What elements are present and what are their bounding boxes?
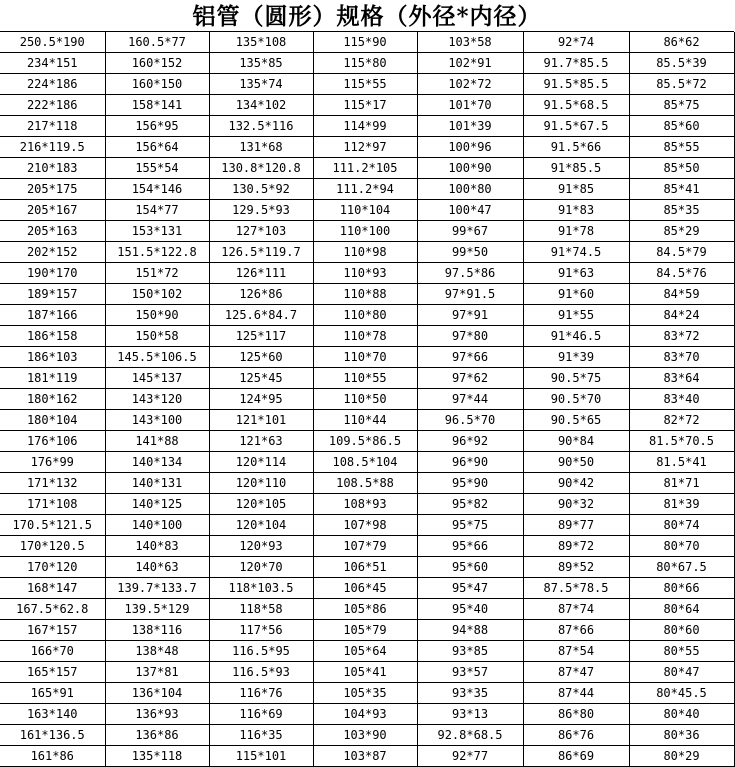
table-cell: 154*146: [105, 179, 209, 200]
table-cell: 115*17: [313, 95, 417, 116]
table-cell: 93*13: [417, 704, 523, 725]
table-row: [0, 74, 734, 95]
table-cell: 126*111: [209, 263, 313, 284]
table-cell: 165*157: [0, 662, 105, 683]
table-cell: 101*70: [417, 95, 523, 116]
table-cell: 84.5*79: [629, 242, 734, 263]
table-cell: 99*50: [417, 242, 523, 263]
table-cell: 134*102: [209, 95, 313, 116]
table-cell: 86*80: [523, 704, 629, 725]
table-row: [0, 116, 734, 137]
table-cell: 125*117: [209, 326, 313, 347]
table-cell: 107*98: [313, 515, 417, 536]
table-cell: 132.5*116: [209, 116, 313, 137]
table-cell: 97*44: [417, 389, 523, 410]
table-cell: 186*158: [0, 326, 105, 347]
sheet-title: 铝管（圆形）规格（外径*内径）: [0, 0, 734, 32]
table-cell: 141*88: [105, 431, 209, 452]
table-cell: 80*29: [629, 746, 734, 767]
table-row: [0, 431, 734, 452]
table-cell: 91*74.5: [523, 242, 629, 263]
table-cell: 97.5*86: [417, 263, 523, 284]
table-cell: 110*78: [313, 326, 417, 347]
table-cell: 110*55: [313, 368, 417, 389]
table-cell: 112*97: [313, 137, 417, 158]
table-cell: 86*69: [523, 746, 629, 767]
table-cell: 102*91: [417, 53, 523, 74]
table-cell: 110*100: [313, 221, 417, 242]
table-cell: 83*70: [629, 347, 734, 368]
table-cell: 85*29: [629, 221, 734, 242]
table-cell: 143*120: [105, 389, 209, 410]
table-cell: 103*58: [417, 32, 523, 53]
table-cell: 103*90: [313, 725, 417, 746]
table-cell: 87*54: [523, 641, 629, 662]
table-cell: 161*136.5: [0, 725, 105, 746]
table-cell: 110*104: [313, 200, 417, 221]
table-cell: 158*141: [105, 95, 209, 116]
table-row: [0, 473, 734, 494]
table-cell: 138*48: [105, 641, 209, 662]
table-cell: 92*74: [523, 32, 629, 53]
table-cell: 92*77: [417, 746, 523, 767]
table-cell: 83*64: [629, 368, 734, 389]
table-cell: 93*85: [417, 641, 523, 662]
table-cell: 189*157: [0, 284, 105, 305]
table-cell: 156*95: [105, 116, 209, 137]
table-row: [0, 725, 734, 746]
table-cell: 170*120.5: [0, 536, 105, 557]
table-cell: 125*60: [209, 347, 313, 368]
table-cell: 224*186: [0, 74, 105, 95]
table-cell: 85*55: [629, 137, 734, 158]
table-cell: 95*40: [417, 599, 523, 620]
table-cell: 80*67.5: [629, 557, 734, 578]
table-cell: 151*72: [105, 263, 209, 284]
table-cell: 165*91: [0, 683, 105, 704]
table-cell: 108*93: [313, 494, 417, 515]
table-cell: 171*132: [0, 473, 105, 494]
table-cell: 87*47: [523, 662, 629, 683]
table-cell: 91.5*68.5: [523, 95, 629, 116]
table-cell: 118*58: [209, 599, 313, 620]
table-row: [0, 515, 734, 536]
table-cell: 87*74: [523, 599, 629, 620]
table-row: [0, 137, 734, 158]
table-row: [0, 347, 734, 368]
table-cell: 82*72: [629, 410, 734, 431]
table-cell: 91.5*85.5: [523, 74, 629, 95]
table-cell: 202*152: [0, 242, 105, 263]
table-cell: 97*66: [417, 347, 523, 368]
table-cell: 90.5*65: [523, 410, 629, 431]
table-cell: 95*60: [417, 557, 523, 578]
table-cell: 91*78: [523, 221, 629, 242]
spec-table: [0, 32, 735, 767]
table-row: [0, 284, 734, 305]
table-cell: 96.5*70: [417, 410, 523, 431]
table-cell: 91.7*85.5: [523, 53, 629, 74]
table-cell: 86*62: [629, 32, 734, 53]
table-cell: 205*167: [0, 200, 105, 221]
table-cell: 95*90: [417, 473, 523, 494]
table-cell: 80*47: [629, 662, 734, 683]
table-cell: 111.2*94: [313, 179, 417, 200]
table-cell: 156*64: [105, 137, 209, 158]
table-cell: 135*85: [209, 53, 313, 74]
table-cell: 115*101: [209, 746, 313, 767]
table-cell: 151.5*122.8: [105, 242, 209, 263]
table-cell: 127*103: [209, 221, 313, 242]
spec-table-body: [0, 32, 734, 767]
table-cell: 94*88: [417, 620, 523, 641]
table-cell: 155*54: [105, 158, 209, 179]
table-cell: 106*45: [313, 578, 417, 599]
table-cell: 136*104: [105, 683, 209, 704]
table-row: [0, 662, 734, 683]
table-cell: 95*66: [417, 536, 523, 557]
table-cell: 97*91: [417, 305, 523, 326]
table-cell: 150*58: [105, 326, 209, 347]
table-cell: 81*39: [629, 494, 734, 515]
table-cell: 125*45: [209, 368, 313, 389]
table-cell: 83*40: [629, 389, 734, 410]
table-row: [0, 620, 734, 641]
table-row: [0, 641, 734, 662]
table-cell: 80*66: [629, 578, 734, 599]
table-cell: 139.5*129: [105, 599, 209, 620]
table-cell: 140*83: [105, 536, 209, 557]
table-cell: 110*88: [313, 284, 417, 305]
table-cell: 163*140: [0, 704, 105, 725]
table-cell: 85.5*39: [629, 53, 734, 74]
table-row: [0, 158, 734, 179]
table-cell: 87*44: [523, 683, 629, 704]
table-cell: 250.5*190: [0, 32, 105, 53]
table-cell: 140*100: [105, 515, 209, 536]
table-cell: 85*41: [629, 179, 734, 200]
table-cell: 126.5*119.7: [209, 242, 313, 263]
table-cell: 89*72: [523, 536, 629, 557]
table-cell: 176*106: [0, 431, 105, 452]
table-cell: 100*96: [417, 137, 523, 158]
table-cell: 137*81: [105, 662, 209, 683]
table-row: [0, 95, 734, 116]
table-cell: 110*44: [313, 410, 417, 431]
table-cell: 130.5*92: [209, 179, 313, 200]
table-cell: 145*137: [105, 368, 209, 389]
table-cell: 90.5*70: [523, 389, 629, 410]
table-cell: 91*85.5: [523, 158, 629, 179]
table-cell: 181*119: [0, 368, 105, 389]
table-cell: 186*103: [0, 347, 105, 368]
table-cell: 118*103.5: [209, 578, 313, 599]
table-cell: 140*125: [105, 494, 209, 515]
table-cell: 117*56: [209, 620, 313, 641]
table-cell: 160.5*77: [105, 32, 209, 53]
table-cell: 135*118: [105, 746, 209, 767]
table-cell: 100*90: [417, 158, 523, 179]
table-cell: 91*55: [523, 305, 629, 326]
table-cell: 110*93: [313, 263, 417, 284]
table-cell: 116*76: [209, 683, 313, 704]
table-cell: 121*101: [209, 410, 313, 431]
table-row: [0, 746, 734, 767]
table-cell: 80*74: [629, 515, 734, 536]
table-cell: 80*36: [629, 725, 734, 746]
table-cell: 120*93: [209, 536, 313, 557]
table-cell: 89*52: [523, 557, 629, 578]
table-cell: 135*74: [209, 74, 313, 95]
table-cell: 93*57: [417, 662, 523, 683]
table-row: [0, 389, 734, 410]
table-cell: 105*35: [313, 683, 417, 704]
table-cell: 108.5*104: [313, 452, 417, 473]
table-cell: 83*72: [629, 326, 734, 347]
table-cell: 120*114: [209, 452, 313, 473]
table-cell: 95*82: [417, 494, 523, 515]
table-cell: 171*108: [0, 494, 105, 515]
table-cell: 187*166: [0, 305, 105, 326]
table-cell: 84.5*76: [629, 263, 734, 284]
table-row: [0, 368, 734, 389]
table-cell: 140*134: [105, 452, 209, 473]
table-row: [0, 32, 734, 53]
table-cell: 167.5*62.8: [0, 599, 105, 620]
table-cell: 105*64: [313, 641, 417, 662]
table-cell: 91*60: [523, 284, 629, 305]
table-cell: 106*51: [313, 557, 417, 578]
table-cell: 87*66: [523, 620, 629, 641]
table-cell: 85*75: [629, 95, 734, 116]
table-cell: 90*32: [523, 494, 629, 515]
table-cell: 150*102: [105, 284, 209, 305]
table-cell: 105*79: [313, 620, 417, 641]
table-cell: 170.5*121.5: [0, 515, 105, 536]
table-row: [0, 179, 734, 200]
table-cell: 97*80: [417, 326, 523, 347]
table-cell: 234*151: [0, 53, 105, 74]
table-cell: 85.5*72: [629, 74, 734, 95]
table-cell: 120*110: [209, 473, 313, 494]
table-cell: 100*80: [417, 179, 523, 200]
table-cell: 216*119.5: [0, 137, 105, 158]
table-cell: 136*93: [105, 704, 209, 725]
table-cell: 120*70: [209, 557, 313, 578]
table-cell: 90*42: [523, 473, 629, 494]
table-cell: 160*152: [105, 53, 209, 74]
table-cell: 136*86: [105, 725, 209, 746]
table-row: [0, 200, 734, 221]
table-cell: 91*85: [523, 179, 629, 200]
table-cell: 222*186: [0, 95, 105, 116]
table-row: [0, 452, 734, 473]
table-cell: 121*63: [209, 431, 313, 452]
table-row: [0, 410, 734, 431]
table-cell: 101*39: [417, 116, 523, 137]
table-row: [0, 242, 734, 263]
table-row: [0, 494, 734, 515]
table-cell: 105*41: [313, 662, 417, 683]
table-cell: 160*150: [105, 74, 209, 95]
table-row: [0, 536, 734, 557]
table-cell: 116.5*95: [209, 641, 313, 662]
table-row: [0, 305, 734, 326]
table-cell: 85*35: [629, 200, 734, 221]
table-cell: 153*131: [105, 221, 209, 242]
table-cell: 115*80: [313, 53, 417, 74]
table-cell: 145.5*106.5: [105, 347, 209, 368]
table-cell: 124*95: [209, 389, 313, 410]
table-cell: 80*40: [629, 704, 734, 725]
table-row: [0, 683, 734, 704]
table-row: [0, 557, 734, 578]
table-cell: 131*68: [209, 137, 313, 158]
table-cell: 116.5*93: [209, 662, 313, 683]
table-cell: 89*77: [523, 515, 629, 536]
table-cell: 97*91.5: [417, 284, 523, 305]
table-cell: 135*108: [209, 32, 313, 53]
table-row: [0, 221, 734, 242]
table-cell: 95*75: [417, 515, 523, 536]
table-cell: 116*69: [209, 704, 313, 725]
table-cell: 90*50: [523, 452, 629, 473]
table-cell: 150*90: [105, 305, 209, 326]
table-cell: 115*90: [313, 32, 417, 53]
table-cell: 110*50: [313, 389, 417, 410]
table-cell: 102*72: [417, 74, 523, 95]
table-cell: 80*64: [629, 599, 734, 620]
table-cell: 110*98: [313, 242, 417, 263]
table-cell: 85*60: [629, 116, 734, 137]
table-cell: 120*104: [209, 515, 313, 536]
table-cell: 90.5*75: [523, 368, 629, 389]
table-cell: 97*62: [417, 368, 523, 389]
table-cell: 140*131: [105, 473, 209, 494]
table-cell: 167*157: [0, 620, 105, 641]
table-cell: 91*39: [523, 347, 629, 368]
table-cell: 91.5*67.5: [523, 116, 629, 137]
table-cell: 91*63: [523, 263, 629, 284]
table-cell: 87.5*78.5: [523, 578, 629, 599]
table-cell: 140*63: [105, 557, 209, 578]
table-cell: 92.8*68.5: [417, 725, 523, 746]
table-cell: 81.5*70.5: [629, 431, 734, 452]
table-cell: 170*120: [0, 557, 105, 578]
table-cell: 129.5*93: [209, 200, 313, 221]
table-cell: 81*71: [629, 473, 734, 494]
table-cell: 205*175: [0, 179, 105, 200]
table-cell: 110*70: [313, 347, 417, 368]
table-cell: 91*83: [523, 200, 629, 221]
table-cell: 104*93: [313, 704, 417, 725]
table-cell: 125.6*84.7: [209, 305, 313, 326]
table-cell: 115*55: [313, 74, 417, 95]
table-cell: 85*50: [629, 158, 734, 179]
table-cell: 86*76: [523, 725, 629, 746]
table-cell: 96*90: [417, 452, 523, 473]
table-cell: 91*46.5: [523, 326, 629, 347]
table-row: [0, 263, 734, 284]
table-cell: 166*70: [0, 641, 105, 662]
table-cell: 210*183: [0, 158, 105, 179]
table-cell: 143*100: [105, 410, 209, 431]
table-row: [0, 704, 734, 725]
table-cell: 96*92: [417, 431, 523, 452]
table-cell: 108.5*88: [313, 473, 417, 494]
table-cell: 138*116: [105, 620, 209, 641]
table-cell: 190*170: [0, 263, 105, 284]
table-cell: 217*118: [0, 116, 105, 137]
table-row: [0, 53, 734, 74]
table-cell: 120*105: [209, 494, 313, 515]
table-cell: 80*70: [629, 536, 734, 557]
table-cell: 80*55: [629, 641, 734, 662]
table-cell: 180*104: [0, 410, 105, 431]
table-cell: 180*162: [0, 389, 105, 410]
table-row: [0, 326, 734, 347]
table-cell: 84*24: [629, 305, 734, 326]
table-cell: 80*45.5: [629, 683, 734, 704]
table-cell: 93*35: [417, 683, 523, 704]
table-cell: 109.5*86.5: [313, 431, 417, 452]
table-cell: 91.5*66: [523, 137, 629, 158]
table-cell: 161*86: [0, 746, 105, 767]
table-cell: 110*80: [313, 305, 417, 326]
table-cell: 205*163: [0, 221, 105, 242]
table-cell: 126*86: [209, 284, 313, 305]
table-cell: 95*47: [417, 578, 523, 599]
table-cell: 81.5*41: [629, 452, 734, 473]
table-cell: 176*99: [0, 452, 105, 473]
table-cell: 116*35: [209, 725, 313, 746]
table-cell: 114*99: [313, 116, 417, 137]
table-cell: 105*86: [313, 599, 417, 620]
table-cell: 111.2*105: [313, 158, 417, 179]
table-row: [0, 578, 734, 599]
table-cell: 84*59: [629, 284, 734, 305]
table-cell: 168*147: [0, 578, 105, 599]
table-cell: 139.7*133.7: [105, 578, 209, 599]
table-cell: 130.8*120.8: [209, 158, 313, 179]
table-cell: 154*77: [105, 200, 209, 221]
table-cell: 107*79: [313, 536, 417, 557]
table-cell: 103*87: [313, 746, 417, 767]
table-cell: 80*60: [629, 620, 734, 641]
table-cell: 100*47: [417, 200, 523, 221]
table-cell: 99*67: [417, 221, 523, 242]
table-cell: 90*84: [523, 431, 629, 452]
table-row: [0, 599, 734, 620]
